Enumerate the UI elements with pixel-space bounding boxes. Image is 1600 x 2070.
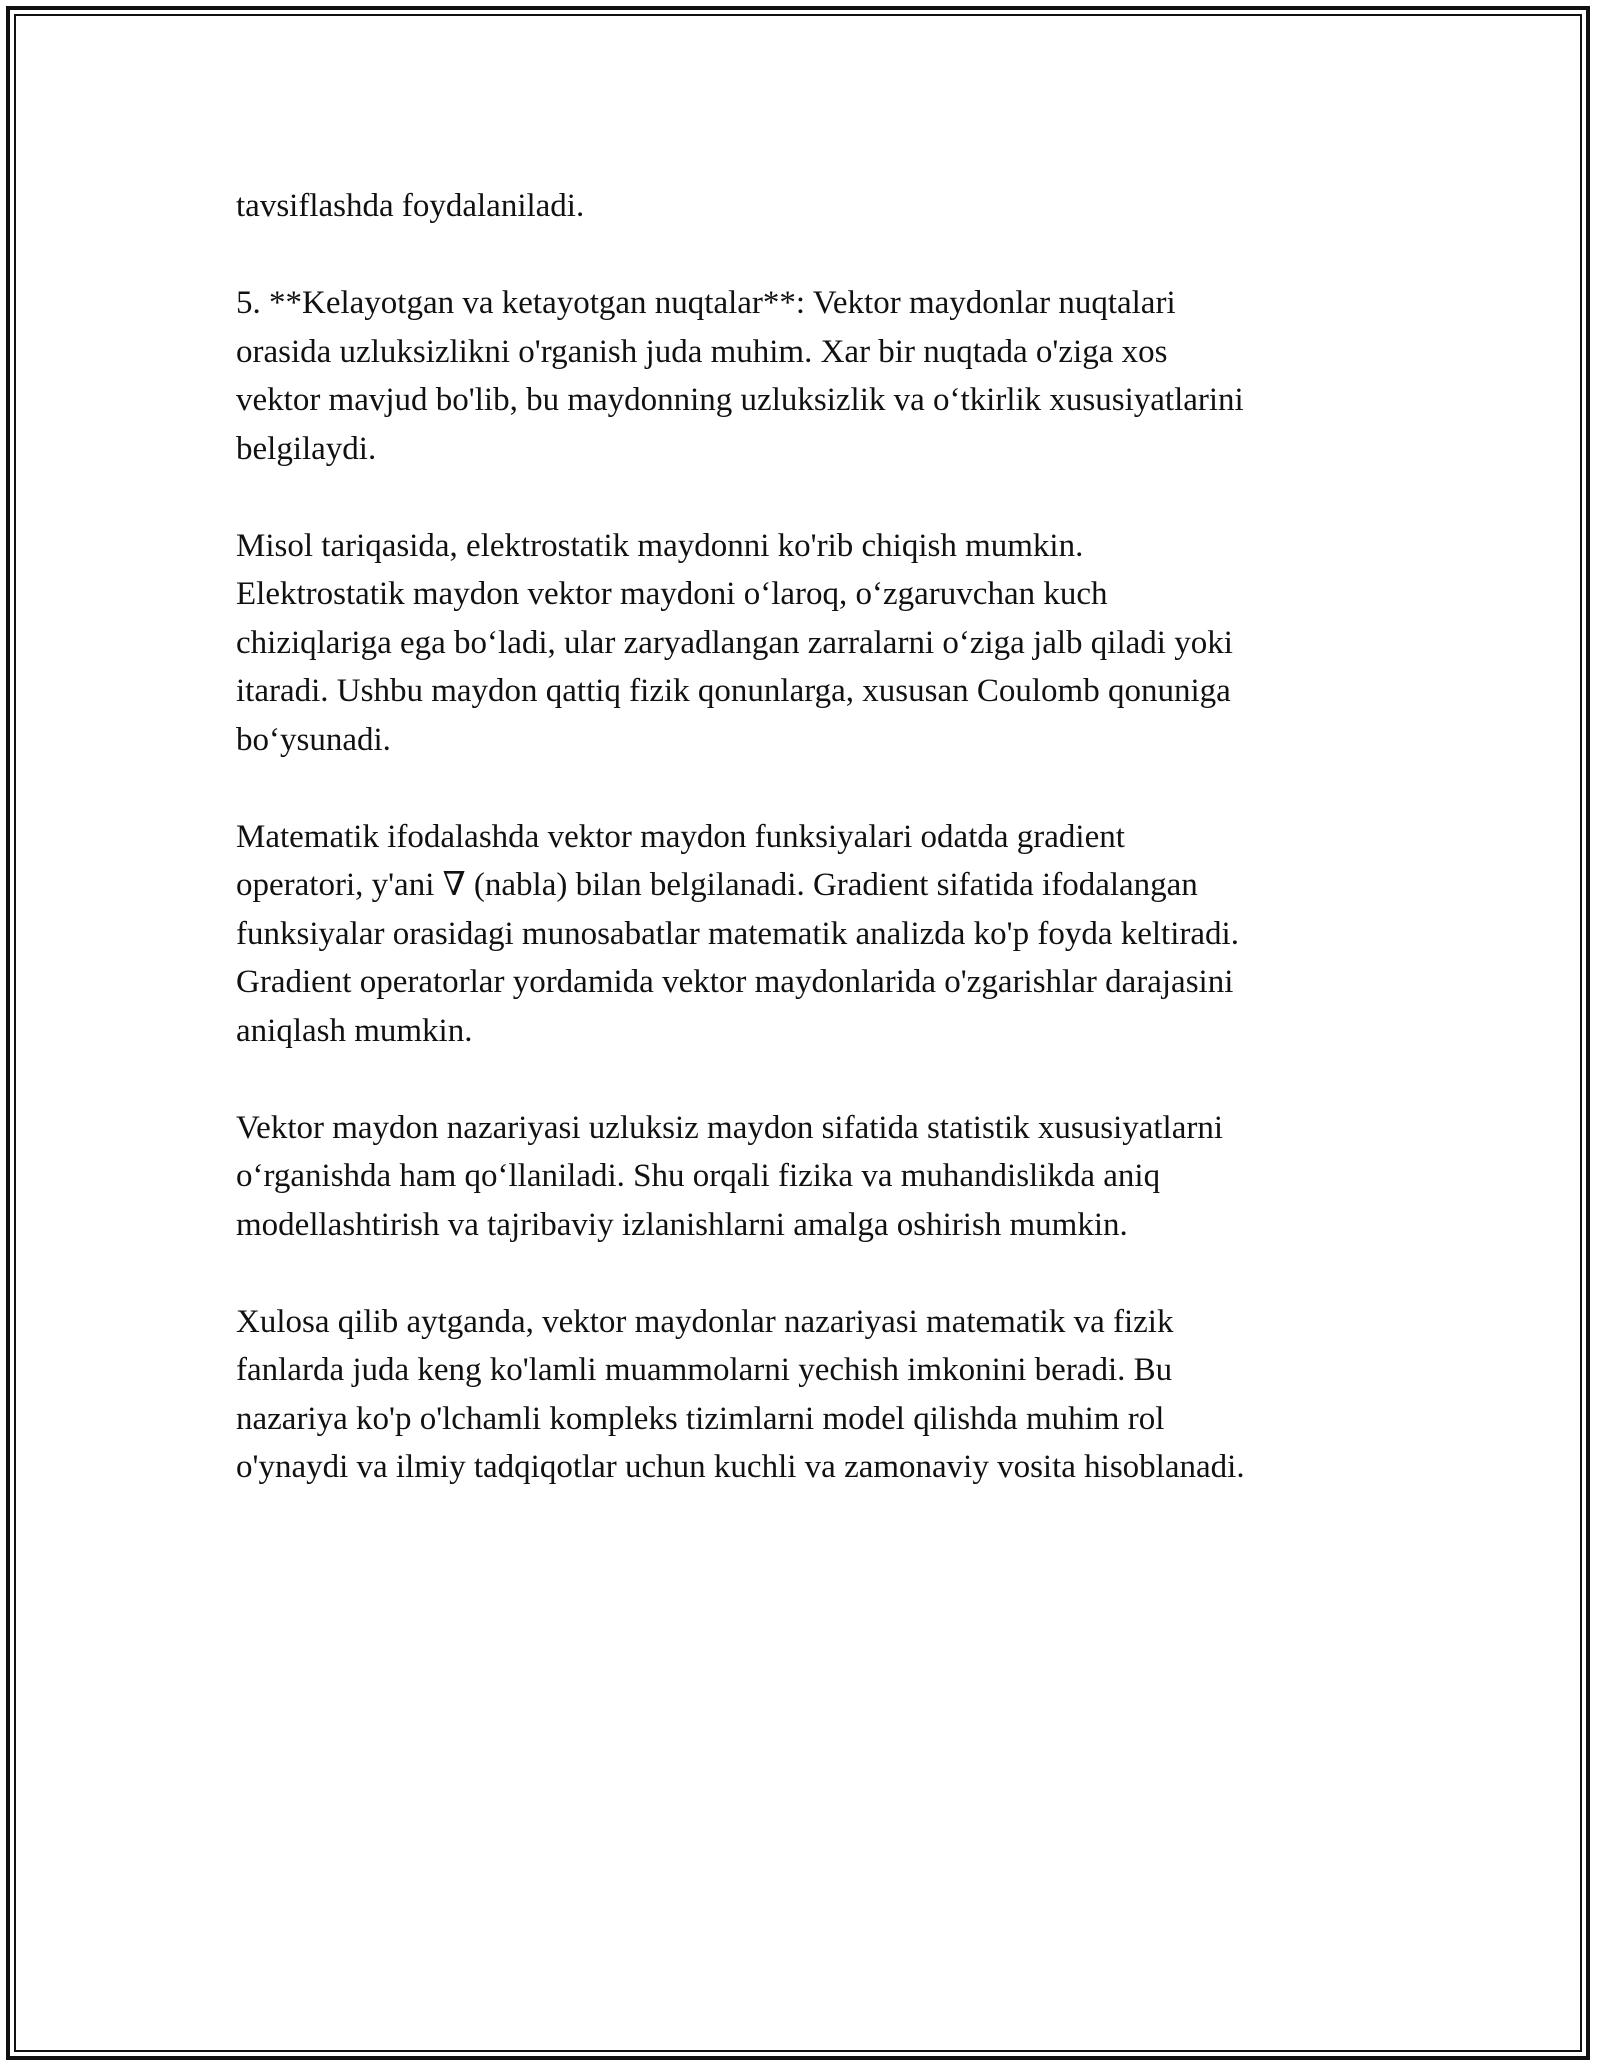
paragraph-gradient-operator: Matematik ifodalashda vektor maydon funksiyalari odatda gradient operatori, y'ani ∇ (nabla) bilan belgilanadi. Gradient sifatida ifodalangan funksiyalar orasidagi munosabatlar matematik analizda ko'p foyda keltiradi. Gradient operatorlar yordamida vektor maydonlarida o'zgarishlar darajasini aniqlash mumkin.	[236, 818, 1239, 1049]
paragraph-continuous-field: Vektor maydon nazariyasi uzluksiz maydon sifatida statistik xususiyatlarni o‘rganishda ham qo‘llaniladi. Shu orqali fizika va muhandislikda aniq modellashtirish va tajribaviy izlanishlarni amalga oshirish mumkin.	[236, 1109, 1224, 1243]
paragraph-electrostatic-example: Misol tariqasida, elektrostatik maydonni ko'rib chiqish mumkin. Elektrostatik maydon vektor maydoni o‘laroq, o‘zgaruvchan kuch chiziqlariga ega bo‘ladi, ular zaryadlangan zarralarni o‘ziga jalb qiladi yoki itaradi. Ushbu maydon qattiq fizik qonunlarga, xususan Coulomb qonuniga bo‘ysunadi.	[236, 527, 1233, 758]
paragraph-continuation: tavsiflashda foydalaniladi.	[236, 188, 585, 224]
document-body	[236, 182, 1396, 1492]
paragraph-conclusion: Xulosa qilib aytganda, vektor maydonlar nazariyasi matematik va fizik fanlarda juda keng ko'lamli muammolarni yechish imkonini beradi. Bu nazariya ko'p o'lchamli kompleks tizimlarni model qilishda muhim rol o'ynaydi va ilmiy tadqiqotlar uchun kuchli va zamonaviy vosita hisoblanadi.	[236, 1303, 1245, 1485]
paragraph-list-item-5: 5. **Kelayotgan va ketayotgan nuqtalar**: Vektor maydonlar nuqtalari orasida uzluksizlikni o'rganish juda muhim. Xar bir nuqtada o'ziga xos vektor mavjud bo'lib, bu maydonning uzluksizlik va o‘tkirlik xususiyatlarini belgilaydi.	[236, 285, 1244, 467]
